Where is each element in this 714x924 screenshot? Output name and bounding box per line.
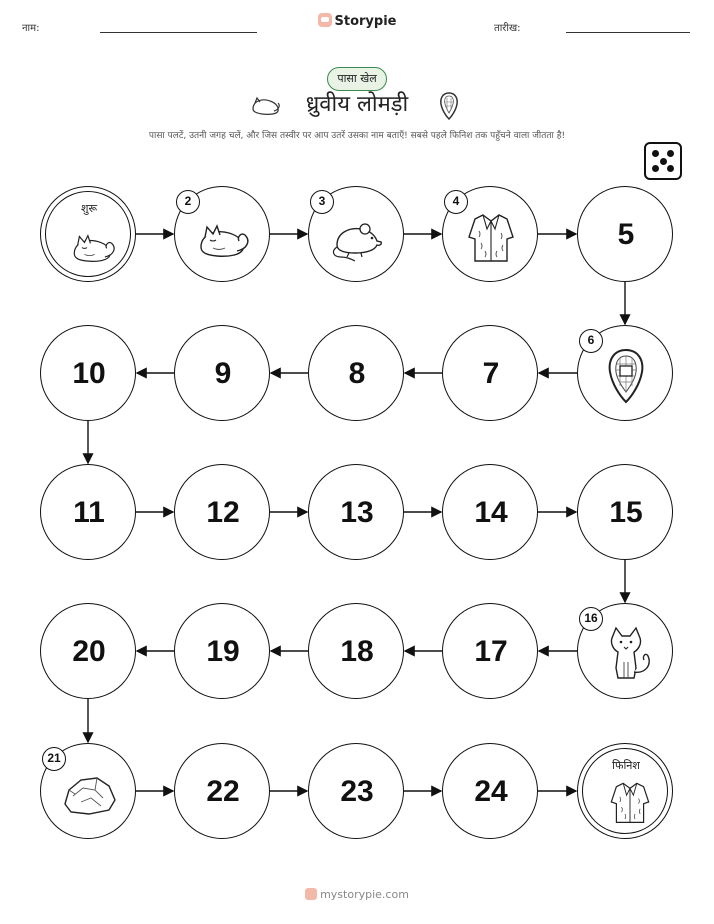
space-number: 14: [474, 496, 508, 529]
sleeping-fox-icon: [68, 220, 119, 271]
space-number-badge: 4: [444, 190, 468, 214]
space-number: 22: [206, 775, 240, 808]
board-space-25[interactable]: [577, 743, 673, 839]
fur-coat-icon: [605, 777, 656, 828]
board-space-1[interactable]: [40, 186, 136, 282]
brand-name: Storypie: [334, 14, 397, 29]
space-number: 8: [348, 357, 366, 390]
space-number: 11: [73, 496, 105, 529]
space-number: 12: [206, 496, 240, 529]
space-number: 18: [340, 635, 374, 668]
page-title: ध्रुवीय लोमड़ी: [305, 92, 409, 117]
date-label: तारीख:: [494, 23, 521, 34]
space-number-badge: 16: [579, 607, 603, 631]
snowshoe-icon: [596, 346, 656, 406]
board-space-12[interactable]: [174, 464, 270, 560]
board-space-15[interactable]: [577, 464, 673, 560]
space-number: 19: [206, 635, 240, 668]
footer-logo-icon: [305, 888, 317, 900]
footer-site: mystorypie.com: [320, 888, 409, 901]
space-number: 13: [340, 496, 374, 529]
board-space-5[interactable]: [577, 186, 673, 282]
board-space-9[interactable]: [174, 325, 270, 421]
space-number-badge: 6: [579, 329, 603, 353]
board-space-22[interactable]: [174, 743, 270, 839]
space-number-badge: 2: [176, 190, 200, 214]
board-space-10[interactable]: [40, 325, 136, 421]
board-space-24[interactable]: [442, 743, 538, 839]
board-space-11[interactable]: [40, 464, 136, 560]
space-number: 7: [482, 357, 500, 390]
space-number: 23: [340, 775, 374, 808]
board-space-13[interactable]: [308, 464, 404, 560]
sleeping-fox-icon: [193, 207, 253, 267]
footer: [0, 888, 714, 901]
board-space-18[interactable]: [308, 603, 404, 699]
space-number: 5: [617, 218, 635, 251]
space-label: शुरू: [80, 202, 98, 215]
name-label: नाम:: [22, 23, 40, 34]
space-number: 17: [474, 635, 508, 668]
game-tag: पासा खेल: [327, 67, 387, 91]
sitting-fox-icon: [596, 624, 656, 684]
board-space-17[interactable]: [442, 603, 538, 699]
board-space-14[interactable]: [442, 464, 538, 560]
space-number: 24: [474, 775, 508, 808]
space-number: 10: [72, 357, 106, 390]
mouse-icon: [327, 207, 387, 267]
board-space-20[interactable]: [40, 603, 136, 699]
space-number: 20: [72, 635, 106, 668]
board-space-7[interactable]: [442, 325, 538, 421]
instructions: पासा पलटें, उतनी जगह चलें, और जिस तस्वीर पर आप उतरें उसका नाम बताएँ! सबसे पहले फिनिश तक पहुँचने वाला जीतता है!: [148, 131, 566, 141]
space-number: 9: [214, 357, 232, 390]
space-number: 15: [609, 496, 643, 529]
fur-coat-icon: [461, 207, 521, 267]
board-space-8[interactable]: [308, 325, 404, 421]
space-number-badge: 3: [310, 190, 334, 214]
space-number-badge: 21: [42, 747, 66, 771]
rock-icon: [59, 764, 119, 824]
board-space-23[interactable]: [308, 743, 404, 839]
space-label: फिनिश: [612, 759, 640, 772]
board-space-19[interactable]: [174, 603, 270, 699]
